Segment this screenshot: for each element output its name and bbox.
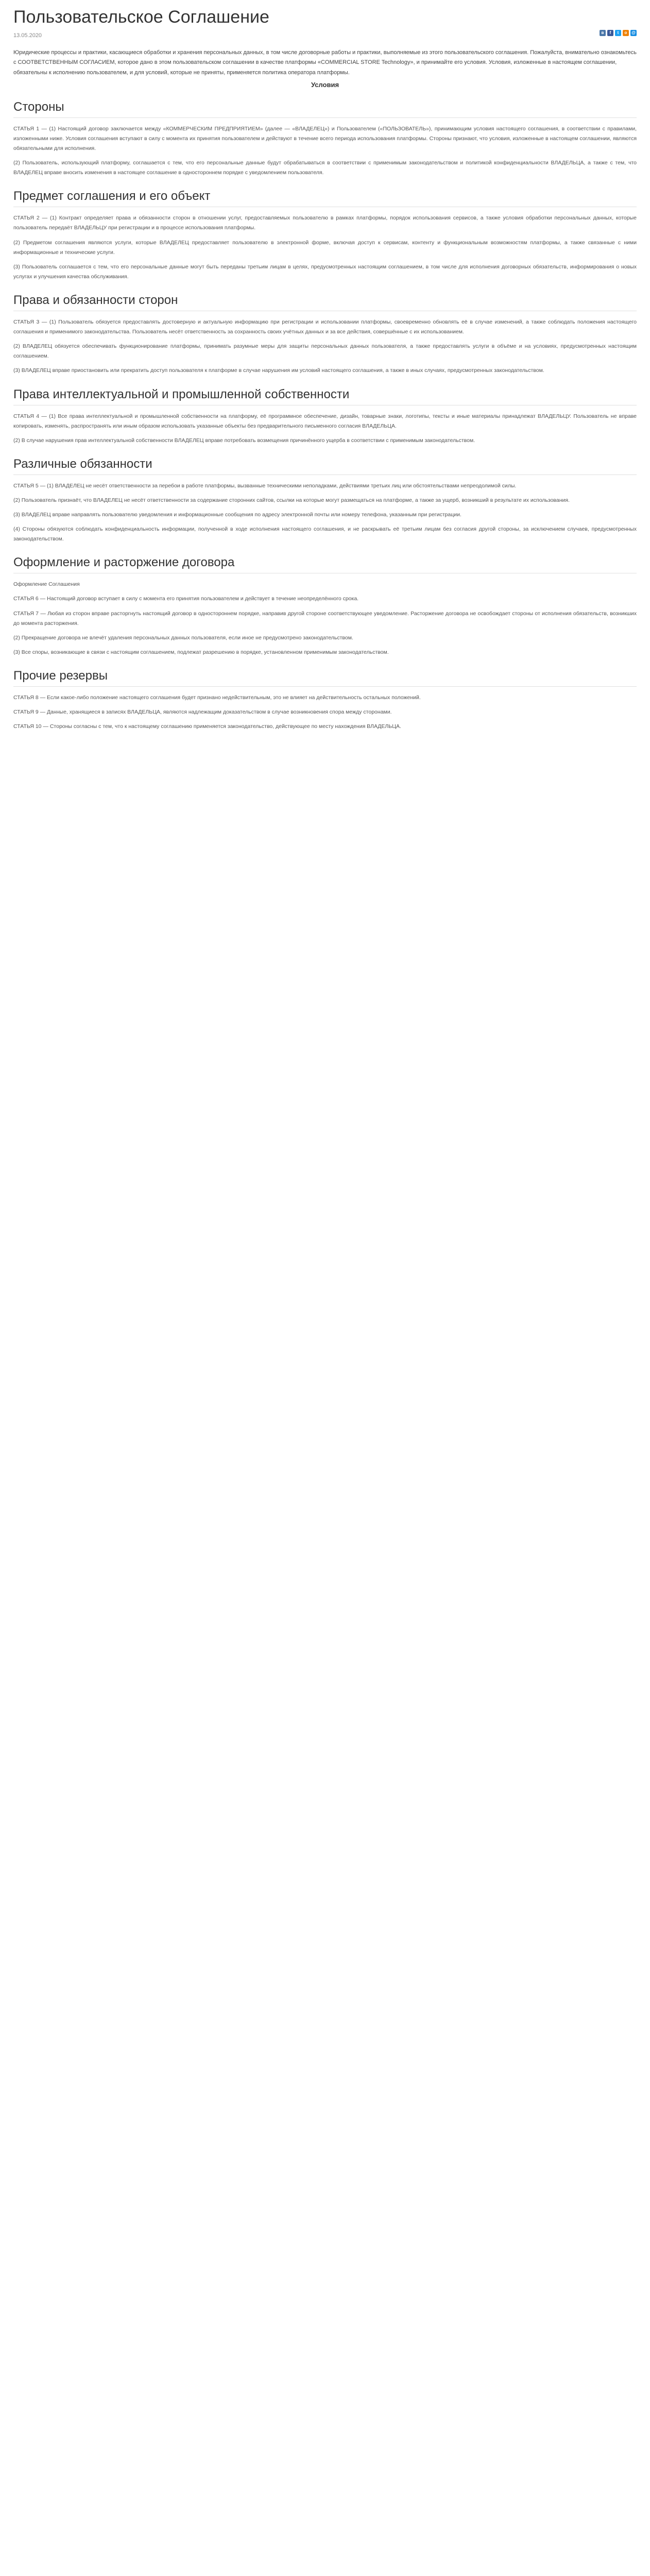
clause: (3) ВЛАДЕЛЕЦ вправе направлять пользователю уведомления и информационные сообщения по адресу электронной почты или номеру телефона, указанным при регистрации. — [13, 512, 461, 518]
clause: (3) ВЛАДЕЛЕЦ вправе приостановить или прекратить доступ пользователя к платформе в случае нарушения им условий настоящего соглашения, а также в иных случаях, предусмотренных законодательством. — [13, 367, 544, 374]
header — [13, 7, 637, 48]
clause: (3) Пользователь соглашается с тем, что его персональные данные могут быть переданы третьим лицам в целях, предусмотренных настоящим соглашением, в том числе для исполнения договорных обязательств, информирования о новых услугах и улучшения качества обслуживания. — [13, 263, 637, 280]
intro-paragraph: Юридические процессы и практики, касающиеся обработки и хранения персональных данных, в том числе договорные работы и практики, выполняемые из этого пользовательского соглашения. Пожалуйста, внимательно ознакомьтесь с СООТВЕТСТВЕННЫМ СОГЛАСИЕМ, которое дано в этом пользовательском соглашении в качестве платформы «COMMERCIAL STORE Technology», и принимайте его условия. Условия, изложенные в настоящем соглашении, обязательны к исполнению пользователем, и для условий, которые не приняты, применяется политика оператора платформы. — [13, 49, 637, 76]
clause: СТАТЬЯ 10 — Стороны согласны с тем, что к настоящему соглашению применяется законодательство, действующее по месту нахождения ВЛАДЕЛЬЦА. — [13, 723, 401, 730]
section-heading-obligations: Различные обязанности — [13, 457, 637, 475]
terms-heading: Условия — [311, 80, 339, 89]
odnoklassniki-icon[interactable]: о — [623, 30, 629, 36]
agreement-page — [13, 0, 637, 2576]
section-heading-parties: Стороны — [13, 100, 637, 118]
vk-icon[interactable]: в — [600, 30, 606, 36]
clause: СТАТЬЯ 7 — Любая из сторон вправе расторгнуть настоящий договор в одностороннем порядке, направив другой стороне соответствующее уведомление. Расторжение договора не освобождает стороны от исполнения обязательств, возникших до момента расторжения. — [13, 610, 637, 626]
clause: (3) Все споры, возникающие в связи с настоящим соглашением, подлежат разрешению в порядке, установленном применимым законодательством. — [13, 649, 389, 655]
section-heading-rights: Права и обязанности сторон — [13, 293, 637, 311]
section-heading-ip: Права интеллектуальной и промышленной собственности — [13, 387, 637, 405]
clause: (2) Пользователь, использующий платформу, соглашается с тем, что его персональные данные будут обрабатываться в соответствии с применимым законодательством и политикой конфиденциальности ВЛАДЕЛЬЦА, а также с тем, что ВЛАДЕЛЕЦ вправе вносить изменения в настоящее соглашение в одностороннем порядке с уведомлением пользователя. — [13, 160, 637, 176]
share-buttons — [600, 30, 637, 36]
clause: СТАТЬЯ 6 — Настоящий договор вступает в силу с момента его принятия пользователем и действует в течение неопределённого срока. — [13, 596, 359, 602]
clause: СТАТЬЯ 1 — (1) Настоящий договор заключается между «КОММЕРЧЕСКИМ ПРЕДПРИЯТИЕМ» (далее — «ВЛАДЕЛЕЦ») и Пользователем («ПОЛЬЗОВАТЕЛЬ»), принимающим условия настоящего соглашения, в соответствии с правилами, изложенными ниже. Условия соглашения вступают в силу с момента их принятия пользователем и действуют в течение всего периода использования платформы. Стороны признают, что условия, изложенные в настоящем соглашении, являются обязательными для исполнения. — [13, 125, 637, 151]
twitter-icon[interactable]: t — [615, 30, 621, 36]
section-heading-other: Прочие резервы — [13, 669, 637, 687]
clause: СТАТЬЯ 8 — Если какое-либо положение настоящего соглашения будет признано недействительным, это не влияет на действительность остальных положений. — [13, 694, 421, 701]
clause: (4) Стороны обязуются соблюдать конфиденциальность информации, полученной в ходе исполнения настоящего соглашения, и не раскрывать её третьим лицам без согласия другой стороны, за исключением случаев, предусмотренных законодательством. — [13, 526, 637, 543]
facebook-icon[interactable]: f — [607, 30, 613, 36]
clause: СТАТЬЯ 4 — (1) Все права интеллектуальной и промышленной собственности на платформу, её программное обеспечение, дизайн, товарные знаки, логотипы, тексты и иные материалы принадлежат ВЛАДЕЛЬЦУ. Пользователь не вправе копировать, изменять, распространять или иным образом использовать указанные объекты без предварительного письменного согласия ВЛАДЕЛЬЦА. — [13, 413, 637, 429]
clause: (2) ВЛАДЕЛЕЦ обязуется обеспечивать функционирование платформы, принимать разумные меры для защиты персональных данных пользователя, а также предоставлять услуги в объёме и на условиях, предусмотренных настоящим соглашением. — [13, 343, 637, 360]
clause: СТАТЬЯ 2 — (1) Контракт определяет права и обязанности сторон в отношении услуг, предоставляемых пользователю в рамках платформы, порядок использования сервисов, а также условия обработки персональных данных, которые пользователь передаёт ВЛАДЕЛЬЦУ при регистрации и в процессе использования платформы. — [13, 215, 637, 231]
clause: (2) Прекращение договора не влечёт удаления персональных данных пользователя, если иное не предусмотрено законодательством. — [13, 634, 353, 641]
section-heading-termination: Оформление и расторжение договора — [13, 555, 637, 573]
clause: СТАТЬЯ 9 — Данные, хранящиеся в записях ВЛАДЕЛЬЦА, являются надлежащим доказательством в случае возникновения спора между сторонами. — [13, 709, 392, 716]
section-heading-subject: Предмет соглашения и его объект — [13, 189, 637, 207]
clause: Оформление Соглашения — [13, 581, 80, 588]
clause: СТАТЬЯ 3 — (1) Пользователь обязуется предоставлять достоверную и актуальную информацию при регистрации и использовании платформы, своевременно обновлять её в случае изменений, а также соблюдать положения настоящего соглашения и применимого законодательства. Пользователь несёт ответственность за сохранность своих учётных данных и за все действия, совершённые с их использованием. — [13, 318, 637, 335]
mailru-icon[interactable]: @ — [630, 30, 637, 36]
publish-date: 13.05.2020 — [13, 32, 42, 39]
clause: (2) В случае нарушения прав интеллектуальной собственности ВЛАДЕЛЕЦ вправе потребовать возмещения причинённого ущерба в соответствии с применимым законодательством. — [13, 437, 475, 444]
clause: (2) Предметом соглашения являются услуги, которые ВЛАДЕЛЕЦ предоставляет пользователю в электронной форме, включая доступ к сервисам, контенту и функциональным возможностям платформы, а также связанные с ними информационные и технические услуги. — [13, 239, 637, 256]
clause: СТАТЬЯ 5 — (1) ВЛАДЕЛЕЦ не несёт ответственности за перебои в работе платформы, вызванные техническими неполадками, действиями третьих лиц или обстоятельствами непреодолимой силы. — [13, 482, 517, 489]
clause: (2) Пользователь признаёт, что ВЛАДЕЛЕЦ не несёт ответственности за содержание сторонних сайтов, ссылки на которые могут размещаться на платформе, а также за ущерб, возникший в результате их использования. — [13, 497, 570, 503]
page-title: Пользовательское Соглашение — [13, 7, 269, 27]
